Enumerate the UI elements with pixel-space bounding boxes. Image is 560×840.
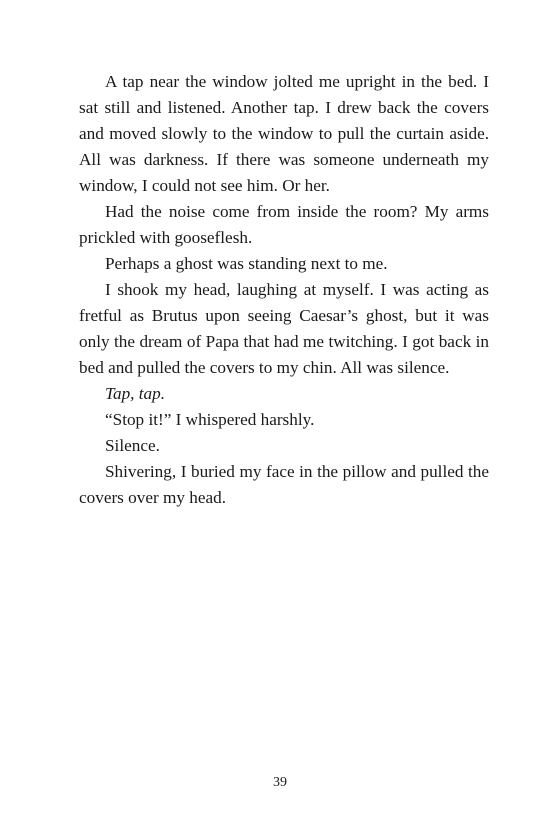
- body-text: [79, 69, 489, 511]
- paragraph: A tap near the window jolted me upright in the bed. I sat still and listened. Another tap. I drew back the covers and moved slowly to the window to pull the curtain aside. All was darkness. If there was someone underneath my window, I could not see him. Or her.: [79, 72, 489, 195]
- paragraph: Had the noise come from inside the room? My arms prickled with gooseflesh.: [79, 202, 489, 247]
- paragraph: Shivering, I buried my face in the pillow and pulled the covers over my head.: [79, 462, 489, 507]
- paragraph: I shook my head, laughing at myself. I was acting as fretful as Brutus upon seeing Caesar’s ghost, but it was only the dream of Papa that had me twitching. I got back in bed and pulled the covers to my chin. All was silence.: [79, 280, 489, 377]
- page-number: 39: [273, 775, 287, 790]
- paragraph-italic: Tap, tap.: [105, 384, 166, 403]
- paragraph: Perhaps a ghost was standing next to me.: [105, 254, 388, 273]
- paragraph: Silence.: [105, 436, 160, 455]
- paragraph: “Stop it!” I whispered harshly.: [105, 410, 315, 429]
